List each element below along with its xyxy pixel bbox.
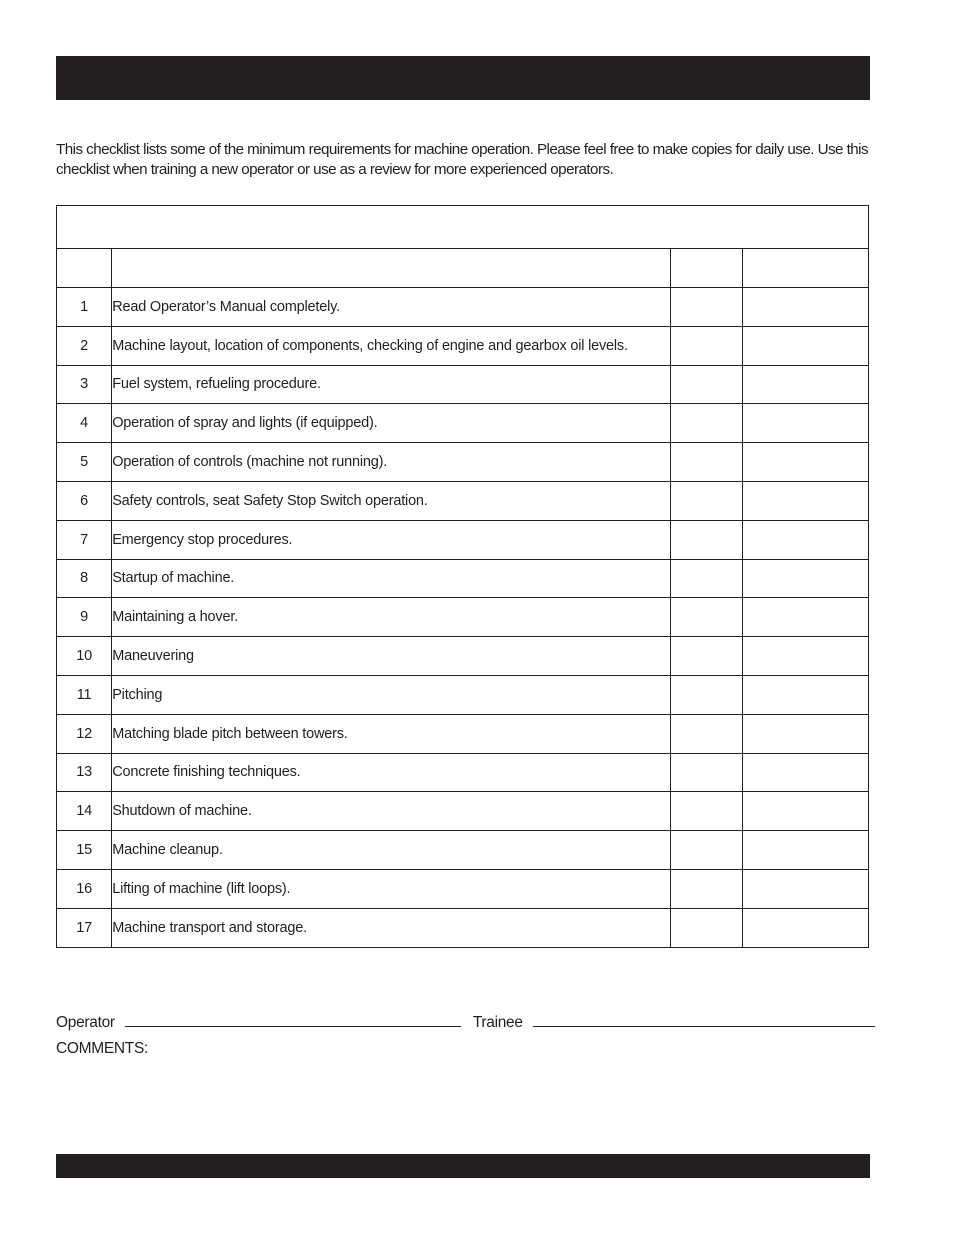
- table-row: [57, 443, 869, 482]
- item-task: Lifting of machine (lift loops).: [112, 869, 671, 908]
- item-date-cell[interactable]: [742, 598, 868, 637]
- item-date-cell[interactable]: [742, 365, 868, 404]
- table-header-row: [57, 249, 869, 288]
- item-number: 9: [57, 598, 112, 637]
- item-date-cell[interactable]: [742, 288, 868, 327]
- item-date-cell[interactable]: [742, 831, 868, 870]
- item-check-cell[interactable]: [671, 831, 742, 870]
- item-date-cell[interactable]: [742, 326, 868, 365]
- table-title: [57, 206, 869, 249]
- intro-paragraph: This checklist lists some of the minimum requirements for machine operation. Please feel free to make copies for daily use. Use this checklist when training a new operator or use as a review for more experienced operators.: [56, 141, 869, 178]
- item-task: Operation of controls (machine not running).: [112, 443, 671, 482]
- footer-bar: [56, 1154, 870, 1178]
- item-number: 17: [57, 908, 112, 947]
- table-row: [57, 404, 869, 443]
- item-check-cell[interactable]: [671, 637, 742, 676]
- item-number: 6: [57, 481, 112, 520]
- item-task: Machine layout, location of components, checking of engine and gearbox oil levels.: [112, 326, 671, 365]
- item-number: 3: [57, 365, 112, 404]
- item-task: Operation of spray and lights (if equipped).: [112, 404, 671, 443]
- table-row: [57, 598, 869, 637]
- item-number: 16: [57, 869, 112, 908]
- trainee-signature-field[interactable]: [533, 1012, 875, 1027]
- column-header-check: [671, 249, 742, 288]
- item-task: Matching blade pitch between towers.: [112, 714, 671, 753]
- table-row: [57, 637, 869, 676]
- item-check-cell[interactable]: [671, 443, 742, 482]
- item-date-cell[interactable]: [742, 481, 868, 520]
- item-check-cell[interactable]: [671, 365, 742, 404]
- item-check-cell[interactable]: [671, 559, 742, 598]
- item-task: Maneuvering: [112, 637, 671, 676]
- table-row: [57, 792, 869, 831]
- table-row: [57, 831, 869, 870]
- item-date-cell[interactable]: [742, 520, 868, 559]
- trainee-label: Trainee: [472, 1014, 523, 1031]
- training-checklist-table: [56, 205, 869, 948]
- item-task: Pitching: [112, 675, 671, 714]
- item-number: 13: [57, 753, 112, 792]
- item-task: Fuel system, refueling procedure.: [112, 365, 671, 404]
- operator-signature-field[interactable]: [125, 1012, 461, 1027]
- item-date-cell[interactable]: [742, 908, 868, 947]
- table-row: [57, 481, 869, 520]
- item-check-cell[interactable]: [671, 869, 742, 908]
- header-bar: [56, 56, 870, 100]
- item-task: Shutdown of machine.: [112, 792, 671, 831]
- item-date-cell[interactable]: [742, 869, 868, 908]
- item-check-cell[interactable]: [671, 326, 742, 365]
- item-check-cell[interactable]: [671, 481, 742, 520]
- item-number: 7: [57, 520, 112, 559]
- item-date-cell[interactable]: [742, 404, 868, 443]
- item-check-cell[interactable]: [671, 714, 742, 753]
- item-task: Maintaining a hover.: [112, 598, 671, 637]
- table-row: [57, 869, 869, 908]
- table-row: [57, 714, 869, 753]
- item-number: 2: [57, 326, 112, 365]
- item-date-cell[interactable]: [742, 559, 868, 598]
- table-row: [57, 365, 869, 404]
- item-check-cell[interactable]: [671, 520, 742, 559]
- column-header-number: [57, 249, 112, 288]
- item-number: 5: [57, 443, 112, 482]
- table-row: [57, 908, 869, 947]
- item-date-cell[interactable]: [742, 753, 868, 792]
- item-check-cell[interactable]: [671, 792, 742, 831]
- item-date-cell[interactable]: [742, 637, 868, 676]
- item-date-cell[interactable]: [742, 792, 868, 831]
- item-number: 15: [57, 831, 112, 870]
- table-row: [57, 559, 869, 598]
- item-task: Machine cleanup.: [112, 831, 671, 870]
- table-row: [57, 326, 869, 365]
- item-check-cell[interactable]: [671, 598, 742, 637]
- item-date-cell[interactable]: [742, 443, 868, 482]
- item-number: 11: [57, 675, 112, 714]
- item-check-cell[interactable]: [671, 675, 742, 714]
- table-title-row: [57, 206, 869, 249]
- item-check-cell[interactable]: [671, 908, 742, 947]
- column-header-task: [112, 249, 671, 288]
- item-task: Read Operator’s Manual completely.: [112, 288, 671, 327]
- item-task: Startup of machine.: [112, 559, 671, 598]
- item-number: 8: [57, 559, 112, 598]
- item-check-cell[interactable]: [671, 288, 742, 327]
- item-task: Safety controls, seat Safety Stop Switch operation.: [112, 481, 671, 520]
- item-number: 1: [57, 288, 112, 327]
- table-row: [57, 520, 869, 559]
- item-number: 10: [57, 637, 112, 676]
- item-task: Machine transport and storage.: [112, 908, 671, 947]
- item-number: 12: [57, 714, 112, 753]
- item-number: 4: [57, 404, 112, 443]
- item-task: Concrete finishing techniques.: [112, 753, 671, 792]
- item-date-cell[interactable]: [742, 714, 868, 753]
- item-number: 14: [57, 792, 112, 831]
- item-date-cell[interactable]: [742, 675, 868, 714]
- item-check-cell[interactable]: [671, 753, 742, 792]
- table-row: [57, 753, 869, 792]
- table-row: [57, 675, 869, 714]
- item-task: Emergency stop procedures.: [112, 520, 671, 559]
- table-row: [57, 288, 869, 327]
- column-header-date: [742, 249, 868, 288]
- signature-line: [56, 1012, 872, 1032]
- operator-label: Operator: [56, 1014, 115, 1031]
- comments-label: COMMENTS:: [56, 1040, 149, 1057]
- item-check-cell[interactable]: [671, 404, 742, 443]
